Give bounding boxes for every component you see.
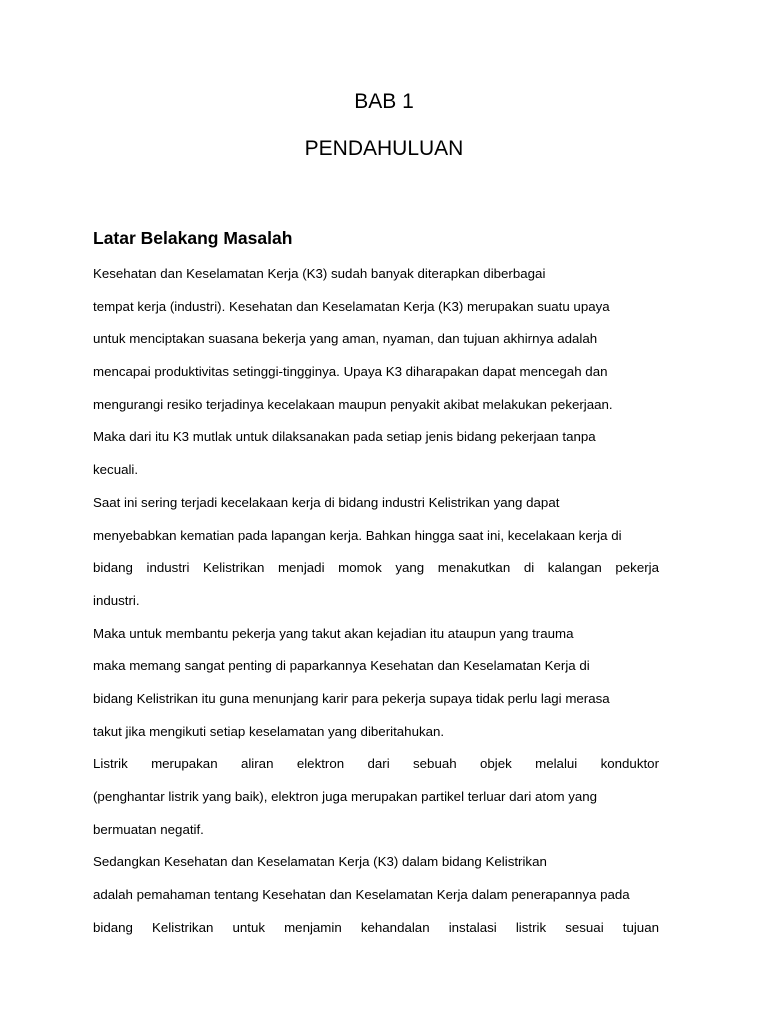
section-heading: Latar Belakang Masalah	[93, 228, 293, 248]
text-line: takut jika mengikuti setiap keselamatan yang diberitahukan.	[93, 723, 445, 739]
text-line: menyebabkan kematian pada lapangan kerja. Bahkan hingga saat ini, kecelakaan kerja di	[93, 527, 622, 543]
text-line: bidang Kelistrikan untuk menjamin kehandalan instalasi listrik sesuai tujuan	[93, 919, 659, 935]
text-line: kecuali.	[93, 462, 139, 478]
text-line: industri.	[93, 592, 140, 608]
text-line: untuk menciptakan suasana bekerja yang aman, nyaman, dan tujuan akhirnya adalah	[93, 331, 598, 347]
text-line: Saat ini sering terjadi kecelakaan kerja di bidang industri Kelistrikan yang dapat	[93, 494, 560, 510]
text-line: bidang industri Kelistrikan menjadi momok yang menakutkan di kalangan pekerja	[93, 560, 659, 576]
text-line: Maka untuk membantu pekerja yang takut akan kejadian itu ataupun yang trauma	[93, 625, 574, 641]
body-text	[93, 263, 659, 949]
text-line: bermuatan negatif.	[93, 821, 204, 837]
text-line: maka memang sangat penting di paparkannya Kesehatan dan Keselamatan Kerja di	[93, 658, 590, 674]
text-line: (penghantar listrik yang baik), elektron juga merupakan partikel terluar dari atom yang	[93, 789, 598, 804]
text-line: adalah pemahaman tentang Kesehatan dan Keselamatan Kerja dalam penerapannya pada	[93, 887, 630, 903]
text-line: Kesehatan dan Keselamatan Kerja (K3) sudah banyak diterapkan diberbagai	[93, 266, 546, 281]
chapter-number: BAB 1	[354, 90, 414, 113]
text-line: mengurangi resiko terjadinya kecelakaan maupun penyakit akibat melakukan pekerjaan.	[93, 396, 613, 412]
text-line: Sedangkan Kesehatan dan Keselamatan Kerja (K3) dalam bidang Kelistrikan	[93, 854, 547, 870]
text-line: Maka dari itu K3 mutlak untuk dilaksanakan pada setiap jenis bidang pekerjaan tanpa	[93, 429, 596, 445]
text-line: Listrik merupakan aliran elektron dari sebuah objek melalui konduktor	[93, 756, 659, 772]
chapter-title: PENDAHULUAN	[304, 137, 464, 160]
text-line: tempat kerja (industri). Kesehatan dan Keselamatan Kerja (K3) merupakan suatu upaya	[93, 298, 610, 314]
text-line: bidang Kelistrikan itu guna menunjang karir para pekerja supaya tidak perlu lagi merasa	[93, 690, 610, 706]
text-line: mencapai produktivitas setinggi-tingginya. Upaya K3 diharapakan dapat mencegah dan	[93, 364, 608, 380]
